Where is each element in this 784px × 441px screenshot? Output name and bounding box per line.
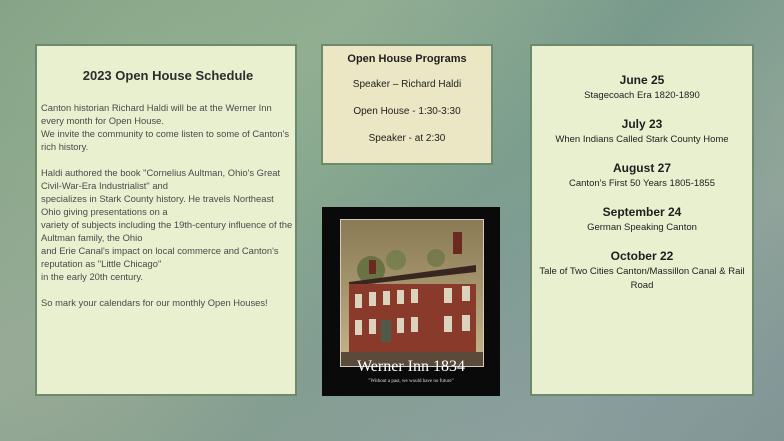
event-item [532, 161, 752, 191]
programs-panel [321, 44, 493, 165]
program-item-speaker: Speaker – Richard Haldi [352, 79, 462, 90]
photo-tagline: "Without a past, we would have no future" [368, 379, 454, 384]
event-date: October 22 [610, 249, 674, 263]
program-item-speaker-time: Speaker - at 2:30 [368, 133, 446, 144]
schedule-paragraph-intro: Canton historian Richard Haldi will be at the Werner Inn every month for Open House. We invite the community to come listen to some of Canton's rich history. [41, 102, 290, 152]
werner-inn-photo-card [322, 207, 500, 396]
event-item [532, 205, 752, 235]
event-date: August 27 [612, 161, 671, 175]
event-date: June 25 [619, 73, 665, 87]
event-date: September 24 [602, 205, 682, 219]
event-date: July 23 [621, 117, 663, 131]
events-panel [530, 44, 754, 396]
photo-caption: Werner Inn 1834 [356, 358, 465, 375]
schedule-panel [35, 44, 297, 396]
event-item [532, 249, 752, 293]
event-item [532, 117, 752, 147]
werner-inn-building-illustration [341, 220, 483, 366]
event-title: Stagecoach Era 1820-1890 [584, 90, 700, 101]
schedule-paragraph-author: Haldi authored the book "Cornelius Aultman, Ohio's Great Civil-War-Era Industrialist" and specializes in Stark County history. He travels Northeast Ohio giving presentations on a variety of subjects including the 19th-century influence of the Aultman family, the Ohio and Erie Canal's impact on local commerce and Canton's reputation as "Little Chicago" in the early 20th century. [41, 167, 293, 282]
schedule-paragraph-closing: So mark your calendars for our monthly Open Houses! [41, 297, 268, 308]
event-item [532, 73, 752, 103]
schedule-title: 2023 Open House Schedule [82, 68, 254, 83]
event-title: Canton's First 50 Years 1805-1855 [569, 178, 715, 189]
event-title: German Speaking Canton [587, 222, 697, 233]
programs-title: Open House Programs [347, 53, 467, 65]
werner-inn-photo [340, 219, 484, 367]
event-title: Tale of Two Cities Canton/Massillon Canal & Rail Road [539, 266, 745, 291]
program-item-open-house: Open House - 1:30-3:30 [353, 106, 461, 117]
event-title: When Indians Called Stark County Home [555, 134, 729, 145]
